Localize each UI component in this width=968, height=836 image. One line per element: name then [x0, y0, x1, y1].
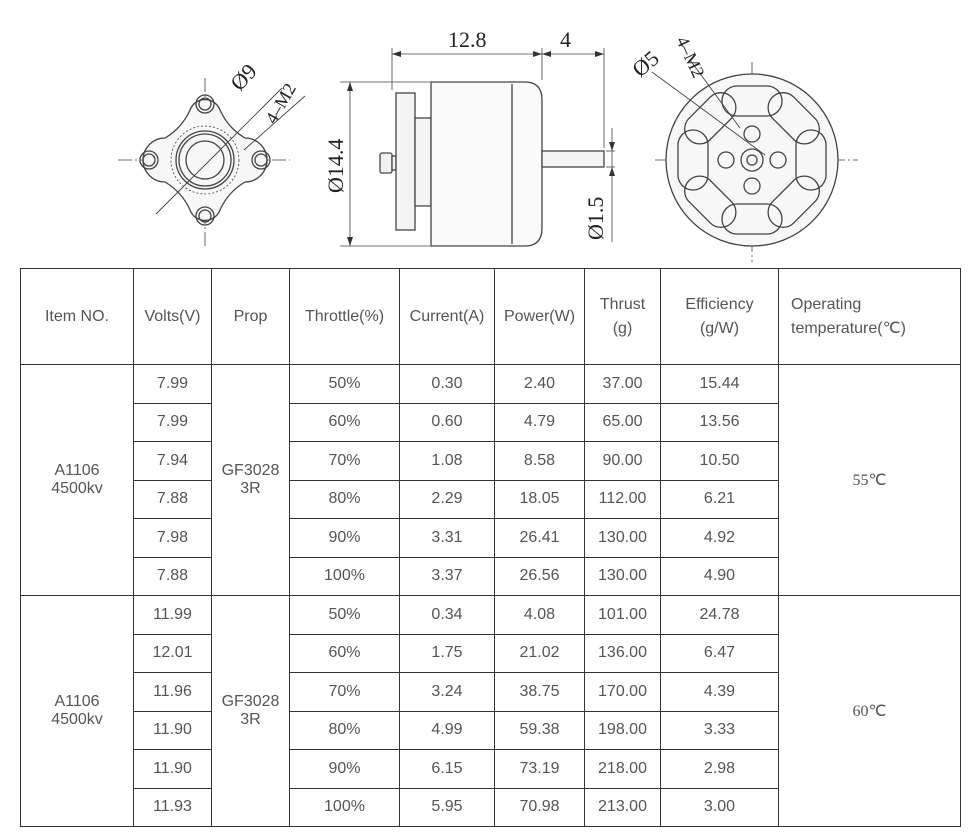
current-cell: 2.29	[400, 480, 495, 519]
flange-diameter-label: Ø9	[225, 58, 262, 96]
prop-cell-line1: GF3028	[221, 693, 280, 710]
header-throttle: Throttle(%)	[290, 269, 400, 365]
volts-cell: 11.93	[134, 788, 212, 827]
header-efficiency-line2: (g/W)	[699, 319, 740, 337]
header-thrust	[585, 269, 661, 365]
thrust-cell: 218.00	[585, 750, 661, 789]
throttle-cell: 60%	[290, 403, 400, 442]
header-item: Item NO.	[21, 269, 134, 365]
volts-cell: 7.98	[134, 519, 212, 558]
power-cell: 2.40	[495, 365, 585, 404]
volts-cell: 11.96	[134, 673, 212, 712]
volts-cell: 7.99	[134, 365, 212, 404]
volts-cell: 7.94	[134, 442, 212, 481]
header-current: Current(A)	[400, 269, 495, 365]
header-temperature-line2: temperature(℃)	[791, 319, 906, 337]
item-cell	[21, 365, 134, 596]
power-cell: 4.08	[495, 596, 585, 635]
thrust-cell: 65.00	[585, 403, 661, 442]
throttle-cell: 100%	[290, 557, 400, 596]
current-cell: 3.37	[400, 557, 495, 596]
power-cell: 4.79	[495, 403, 585, 442]
efficiency-cell: 6.47	[661, 634, 779, 673]
temperature-cell: 55℃	[779, 365, 961, 596]
thrust-cell: 90.00	[585, 442, 661, 481]
header-temperature	[779, 269, 961, 365]
power-cell: 26.41	[495, 519, 585, 558]
header-power: Power(W)	[495, 269, 585, 365]
item-cell-line2: 4500kv	[51, 711, 103, 728]
thrust-cell: 136.00	[585, 634, 661, 673]
throttle-cell: 70%	[290, 442, 400, 481]
item-cell-line1: A1106	[54, 693, 100, 710]
power-cell: 59.38	[495, 711, 585, 750]
efficiency-cell: 24.78	[661, 596, 779, 635]
table-row	[21, 596, 961, 635]
throttle-cell: 90%	[290, 519, 400, 558]
flange-holes-label: 4–M2	[261, 79, 300, 127]
header-thrust-line2: (g)	[612, 319, 633, 337]
throttle-cell: 50%	[290, 596, 400, 635]
efficiency-cell: 3.00	[661, 788, 779, 827]
throttle-cell: 80%	[290, 711, 400, 750]
volts-cell: 11.99	[134, 596, 212, 635]
prop-cell-line1: GF3028	[221, 462, 280, 479]
thrust-cell: 198.00	[585, 711, 661, 750]
rotor-holes-label: 4–M2	[672, 33, 709, 81]
table-body	[21, 365, 961, 827]
efficiency-cell: 15.44	[661, 365, 779, 404]
volts-cell: 11.90	[134, 750, 212, 789]
volts-cell: 7.88	[134, 480, 212, 519]
body-diameter-label: Ø14.4	[323, 138, 348, 193]
power-cell: 26.56	[495, 557, 585, 596]
volts-cell: 7.88	[134, 557, 212, 596]
prop-cell	[212, 596, 290, 827]
throttle-cell: 50%	[290, 365, 400, 404]
prop-cell-line2: 3R	[240, 480, 261, 497]
throttle-cell: 60%	[290, 634, 400, 673]
thrust-cell: 112.00	[585, 480, 661, 519]
performance-table	[20, 268, 961, 827]
current-cell: 1.75	[400, 634, 495, 673]
temperature-cell: 60℃	[779, 596, 961, 827]
header-thrust-line1: Thrust	[599, 295, 646, 313]
table-header-row	[21, 269, 961, 365]
efficiency-cell: 4.90	[661, 557, 779, 596]
current-cell: 1.08	[400, 442, 495, 481]
current-cell: 4.99	[400, 711, 495, 750]
current-cell: 6.15	[400, 750, 495, 789]
current-cell: 0.30	[400, 365, 495, 404]
efficiency-cell: 4.39	[661, 673, 779, 712]
motor-technical-drawing	[0, 0, 968, 268]
item-cell-line1: A1106	[54, 462, 100, 479]
thrust-cell: 170.00	[585, 673, 661, 712]
thrust-cell: 130.00	[585, 557, 661, 596]
header-prop: Prop	[212, 269, 290, 365]
shaft-diameter-label: Ø1.5	[583, 196, 608, 240]
shaft-length-dimension-label: 4	[560, 27, 571, 52]
header-volts: Volts(V)	[134, 269, 212, 365]
efficiency-cell: 10.50	[661, 442, 779, 481]
volts-cell: 7.99	[134, 403, 212, 442]
current-cell: 3.24	[400, 673, 495, 712]
item-cell-line2: 4500kv	[51, 480, 103, 497]
thrust-cell: 213.00	[585, 788, 661, 827]
throttle-cell: 70%	[290, 673, 400, 712]
efficiency-cell: 6.21	[661, 480, 779, 519]
length-dimension-label: 12.8	[448, 27, 487, 52]
header-efficiency-line1: Efficiency	[685, 295, 754, 313]
thrust-cell: 130.00	[585, 519, 661, 558]
side-view	[340, 48, 615, 246]
power-cell: 18.05	[495, 480, 585, 519]
power-cell: 73.19	[495, 750, 585, 789]
efficiency-cell: 2.98	[661, 750, 779, 789]
rotor-diameter-label: Ø5	[627, 45, 664, 82]
efficiency-cell: 3.33	[661, 711, 779, 750]
current-cell: 0.34	[400, 596, 495, 635]
volts-cell: 12.01	[134, 634, 212, 673]
current-cell: 0.60	[400, 403, 495, 442]
current-cell: 3.31	[400, 519, 495, 558]
throttle-cell: 80%	[290, 480, 400, 519]
rotor-view	[652, 60, 858, 262]
power-cell: 21.02	[495, 634, 585, 673]
power-cell: 70.98	[495, 788, 585, 827]
power-cell: 38.75	[495, 673, 585, 712]
volts-cell: 11.90	[134, 711, 212, 750]
thrust-cell: 37.00	[585, 365, 661, 404]
item-cell	[21, 596, 134, 827]
table-row	[21, 365, 961, 404]
efficiency-cell: 4.92	[661, 519, 779, 558]
current-cell: 5.95	[400, 788, 495, 827]
power-cell: 8.58	[495, 442, 585, 481]
throttle-cell: 100%	[290, 788, 400, 827]
throttle-cell: 90%	[290, 750, 400, 789]
thrust-cell: 101.00	[585, 596, 661, 635]
prop-cell-line2: 3R	[240, 711, 261, 728]
header-temperature-line1: Operating	[791, 295, 862, 313]
efficiency-cell: 13.56	[661, 403, 779, 442]
prop-cell	[212, 365, 290, 596]
header-efficiency	[661, 269, 779, 365]
